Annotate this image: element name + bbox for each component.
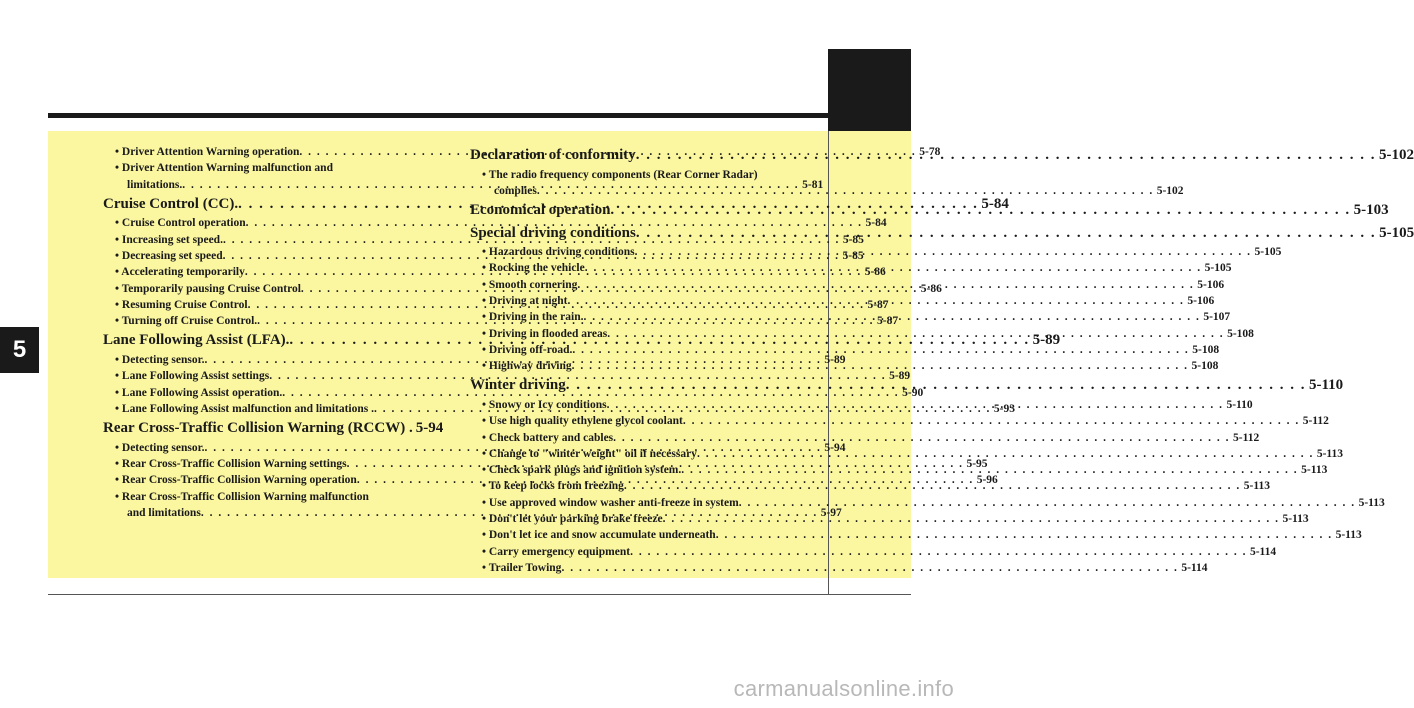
- dot-leader: [537, 183, 1154, 199]
- top-rule: [48, 113, 828, 118]
- toc-entry[interactable]: [470, 167, 806, 183]
- dot-leader: [635, 244, 1252, 260]
- toc-entry-label: • Detecting sensor.: [115, 353, 205, 366]
- dot-leader: [607, 326, 1224, 342]
- toc-entry-label: • Rear Cross-Traffic Collision Warning settings: [115, 457, 347, 470]
- toc-entry-label: • Increasing set speed.: [115, 233, 223, 246]
- toc-page-number: 5-85: [842, 249, 864, 262]
- toc-entry-label: complies: [494, 184, 537, 197]
- toc-page-number: 5-108: [1192, 343, 1220, 356]
- toc-entry-label: • Driver Attention Warning malfunction and: [115, 162, 333, 175]
- toc-page-number: 5-113: [1282, 513, 1309, 526]
- dot-leader: [624, 478, 1241, 494]
- toc-entry-label: • Smooth cornering: [482, 278, 578, 291]
- toc-page-number: 5-110: [1226, 398, 1253, 411]
- toc-page-number: 5-95: [966, 457, 988, 470]
- toc-entry-label: Winter driving: [470, 377, 566, 394]
- toc-page-number: 5-90: [902, 386, 924, 399]
- toc-page-number: 5-97: [820, 506, 842, 519]
- toc-entry-label: • Rocking the vehicle: [482, 262, 585, 275]
- toc-entry[interactable]: [470, 560, 1208, 576]
- toc-entry-label: • Highway driving: [482, 360, 572, 373]
- toc-page-number: 5-81: [802, 178, 824, 191]
- toc-page-number: 5-94: [415, 420, 444, 437]
- toc-entry-label: • Cruise Control operation: [115, 217, 246, 230]
- toc-entry-label: • Check spark plugs and ignition system.: [482, 464, 682, 477]
- toc-entry-label: • Driving in the rain.: [482, 311, 584, 324]
- dot-leader: [613, 430, 1230, 446]
- dot-leader: [577, 277, 1194, 293]
- toc-entry-label: and limitations: [127, 506, 201, 519]
- dot-leader: [583, 309, 1200, 325]
- toc-entry-label: Economical operation: [470, 202, 611, 219]
- toc-entry-label: • Detecting sensor.: [115, 441, 205, 454]
- toc-page-number: 5-86: [920, 282, 942, 295]
- dot-leader: [716, 527, 1333, 543]
- dot-leader: [561, 560, 1178, 576]
- toc-page-number: 5-114: [1249, 545, 1277, 558]
- toc-page-number: 5-93: [993, 402, 1015, 415]
- watermark: carmanualsonline.info: [733, 676, 954, 701]
- toc-page-number: 5-110: [1308, 377, 1344, 394]
- toc-page-number: 5-106: [1187, 294, 1215, 307]
- toc-entry-label: • Rear Cross-Traffic Collision Warning operation: [115, 474, 357, 487]
- toc-entry-label: Special driving conditions: [470, 224, 636, 241]
- dot-leader: [683, 413, 1300, 429]
- toc-entry-label: • Decreasing set speed: [115, 249, 223, 262]
- toc-entry-label: Lane Following Assist (LFA).: [103, 332, 290, 349]
- toc-entry-label: • Driving in flooded areas: [482, 327, 608, 340]
- dot-leader: [566, 374, 1306, 397]
- toc-page-number: 5-78: [919, 146, 941, 158]
- toc-entry[interactable]: [470, 413, 1329, 429]
- toc-page-number: 5-112: [1302, 415, 1329, 428]
- toc-page-number: 5-113: [1335, 529, 1362, 542]
- toc-page-number: 5-114: [1181, 561, 1208, 574]
- toc-page-number: 5-108: [1227, 327, 1254, 340]
- dot-leader: [585, 260, 1202, 276]
- toc-entry-label: • Lane Following Assist malfunction and limitations .: [115, 402, 374, 415]
- toc-page-number: 5-113: [1301, 464, 1328, 477]
- toc-page-number: 5-94: [824, 441, 846, 454]
- toc-entry-label: • Use approved window washer anti-freeze in system: [482, 496, 739, 509]
- toc-page-number: 5-87: [867, 298, 889, 311]
- toc-page-number: 5-84: [981, 195, 1009, 212]
- toc-entry-label: • The radio frequency components (Rear Corner Radar): [482, 168, 758, 181]
- dot-leader: [636, 144, 1376, 167]
- toc-entry[interactable]: [470, 342, 1220, 358]
- toc-entry[interactable]: [103, 368, 911, 384]
- dot-leader: [572, 342, 1189, 358]
- toc-page-number: 5-102: [1379, 147, 1414, 163]
- toc-entry[interactable]: [470, 527, 1362, 543]
- toc-entry-label: • Lane Following Assist settings: [115, 370, 270, 383]
- toc-entry-label: • Driver Attention Warning operation: [115, 146, 300, 158]
- toc-entry-label: limitations.: [127, 178, 183, 191]
- toc-entry-label: • Change to "winter weight" oil if necessary: [482, 447, 697, 460]
- toc-page-number: 5-105: [1379, 224, 1414, 241]
- toc-entry-label: • Use high quality ethylene glycol coolant: [482, 415, 683, 428]
- toc-entry-label: Cruise Control (CC).: [103, 195, 239, 212]
- toc-entry-label: • Rear Cross-Traffic Collision Warning malfunction: [115, 490, 369, 503]
- toc-entry-label: • Snowy or Icy conditions: [482, 398, 607, 411]
- toc-page-number: 5-105: [1254, 246, 1282, 259]
- toc-section-heading[interactable]: [103, 417, 444, 440]
- dot-leader: [610, 199, 1350, 222]
- toc-page-number: 5-89: [824, 353, 846, 366]
- dot-leader: [739, 495, 1356, 511]
- toc-entry-label: • Accelerating temporarily: [115, 266, 245, 279]
- toc-page-number: 5-108: [1191, 360, 1219, 373]
- dot-leader: [607, 397, 1224, 413]
- toc-page-number: 5-106: [1197, 278, 1225, 291]
- toc-entry-label: Rear Cross-Traffic Collision Warning (RCCW) .: [103, 420, 413, 437]
- toc-page-number: 5-107: [1203, 311, 1231, 324]
- toc-entry[interactable]: [470, 544, 1277, 560]
- toc-page-number: 5-113: [1358, 496, 1385, 509]
- toc-entry-label: • Trailer Towing: [482, 561, 562, 574]
- toc-entry[interactable]: [103, 489, 433, 505]
- toc-page-number: 5-112: [1233, 431, 1260, 444]
- toc-entry[interactable]: [103, 215, 887, 231]
- toc-page-number: 5-89: [889, 370, 911, 383]
- dot-leader: [568, 293, 1185, 309]
- toc-page-number: 5-84: [865, 217, 887, 230]
- toc-entry[interactable]: [470, 430, 1260, 446]
- toc-entry[interactable]: [103, 160, 433, 176]
- toc-page-number: 5-105: [1204, 262, 1232, 275]
- toc-entry-label: Declaration of conformity: [470, 147, 636, 163]
- bottom-rule: [48, 594, 911, 595]
- toc-page-number: 5-87: [877, 315, 899, 328]
- toc-entry-label: • Check battery and cables: [482, 431, 614, 444]
- toc-entry-label: • Lane Following Assist operation.: [115, 386, 283, 399]
- toc-page-number: 5-89: [1032, 332, 1061, 349]
- toc-page-number: 5-102: [1156, 184, 1184, 197]
- toc-entry-label: • Don't let your parking brake freeze: [482, 513, 663, 526]
- toc-entry-label: • Don't let ice and snow accumulate underneath: [482, 529, 716, 542]
- toc-entry-label: • Resuming Cruise Control: [115, 298, 248, 311]
- toc-page-number: 5-103: [1353, 202, 1389, 219]
- toc-page-number: 5-113: [1243, 480, 1270, 493]
- chapter-badge: 5: [0, 327, 39, 373]
- dot-leader: [630, 544, 1247, 560]
- toc-entry-label: • Driving at night: [482, 294, 568, 307]
- toc-entry-label: • Temporarily pausing Cruise Control: [115, 282, 301, 295]
- toc-page-number: 5-96: [976, 474, 998, 487]
- toc-entry-label: • To keep locks from freezing: [482, 480, 624, 493]
- toc-entry-label: • Hazardous driving conditions: [482, 246, 635, 259]
- toc-entry-label: • Carry emergency equipment: [482, 545, 631, 558]
- toc-entry-label: • Driving off-road.: [482, 343, 573, 356]
- dot-leader: [572, 358, 1189, 374]
- toc-entry-label: • Turning off Cruise Control.: [115, 315, 258, 328]
- toc-page-number: 5-86: [864, 266, 886, 279]
- dot-leader: [663, 511, 1280, 527]
- dot-leader: [636, 222, 1376, 245]
- toc-entry[interactable]: [470, 495, 1385, 511]
- dot-leader: [681, 462, 1298, 478]
- dot-leader: [697, 446, 1314, 462]
- toc-page-number: 5-113: [1316, 447, 1344, 460]
- corner-tab: [828, 49, 911, 131]
- toc-page-number: 5-85: [842, 233, 864, 246]
